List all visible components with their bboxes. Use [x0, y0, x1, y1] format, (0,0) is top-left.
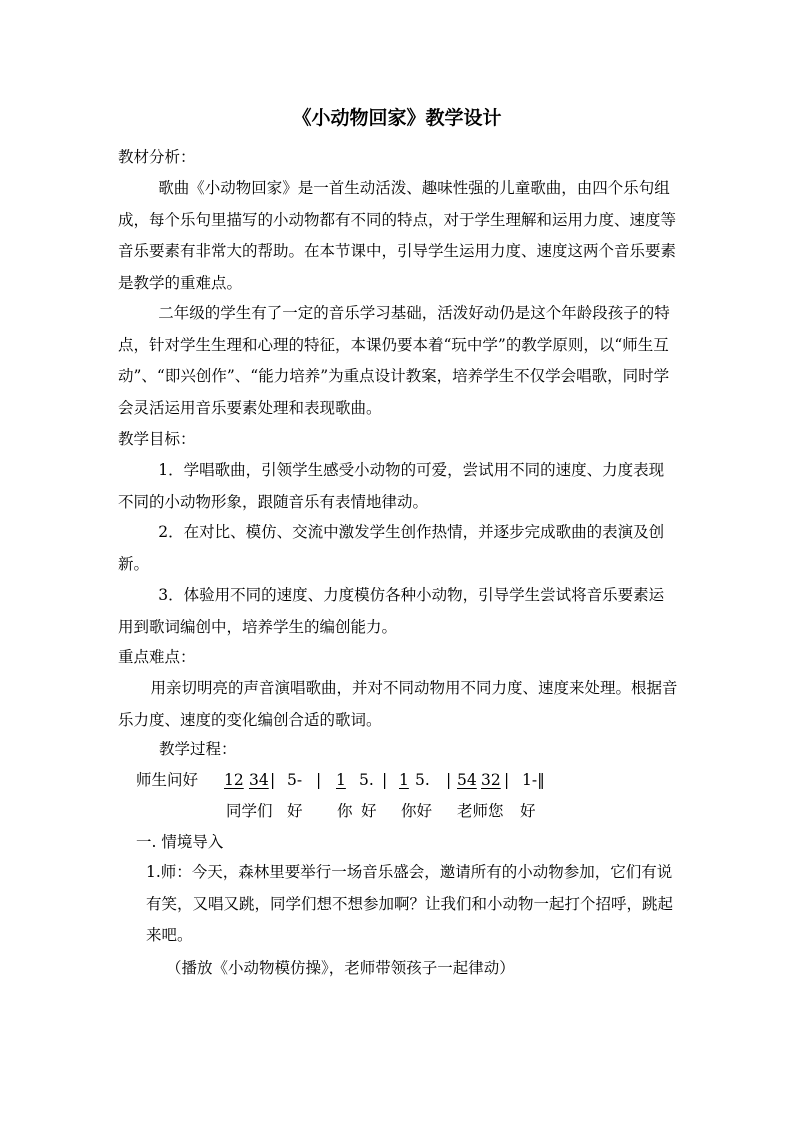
section-heading-material: 教材分析： — [118, 148, 196, 166]
document-title: 《小动物回家》教学设计 — [292, 107, 502, 129]
notation-note: 1-‖ — [522, 771, 545, 789]
lyric-word: 同学们 — [226, 802, 273, 820]
material-paragraph-1: 歌曲《小动物回家》是一首生动活泼、趣味性强的儿童歌曲，由四个乐句组成，每个乐句里描写的小动物都有不同的特点，对于学生理解和运用力度、速度等音乐要素有非常大的帮助。在本节课中，引导学生运用力度、速度这两个音乐要素是教学的重难点。 — [118, 179, 677, 292]
step-1-note: （播放《小动物模仿操》，老师带领孩子一起律动） — [166, 959, 515, 977]
step-1-text: 1.师：今天，森林里要举行一场音乐盛会，邀请所有的小动物参加，它们有说有笑，又唱又跳，同学们想不想参加啊？让我们和小动物一起打个招呼，跳起来吧。 — [146, 863, 674, 944]
lyric-word: 好 — [520, 802, 536, 820]
notation-barline: | — [316, 771, 322, 789]
lyric-word: 你 — [337, 802, 353, 820]
notation-barline: | — [504, 771, 510, 789]
section-heading-process: 教学过程： — [159, 740, 237, 758]
lyric-word: 好 — [361, 802, 377, 820]
section-heading-goals: 教学目标： — [118, 430, 196, 448]
notation-note: 5- — [287, 771, 303, 789]
lyric-word: 好 — [287, 802, 303, 820]
notation-note: 1 — [336, 771, 346, 789]
notation-barline: | — [446, 771, 452, 789]
notation-note: 5. — [415, 771, 430, 789]
notation-barline: | — [270, 771, 276, 789]
step-heading-1: 一. 情境导入 — [136, 833, 224, 851]
lyric-word: 你好 — [401, 802, 433, 820]
notation-note: 34 — [249, 771, 269, 789]
notation-barline: | — [382, 771, 388, 789]
goal-item-1: 1．学唱歌曲，引领学生感受小动物的可爱，尝试用不同的速度、力度表现不同的小动物形象，跟随音乐有表情地律动。 — [118, 461, 665, 511]
notation-note: 5. — [359, 771, 374, 789]
section-heading-key-points: 重点难点： — [118, 648, 196, 666]
lyric-word: 老师您 — [457, 802, 504, 820]
key-points-paragraph: 用亲切明亮的声音演唱歌曲，并对不同动物用不同力度、速度来处理。根据音乐力度、速度的变化编创合适的歌词。 — [118, 679, 678, 729]
notation-note: 1 — [399, 771, 409, 789]
goal-item-3: 3．体验用不同的速度、力度模仿各种小动物，引导学生尝试将音乐要素运用到歌词编创中，培养学生的编创能力。 — [118, 586, 665, 636]
notation-note: 54 — [457, 771, 477, 789]
notation-note: 32 — [481, 771, 501, 789]
notation-note: 12 — [224, 771, 244, 789]
greeting-label: 师生问好 — [136, 771, 199, 789]
material-paragraph-2: 二年级的学生有了一定的音乐学习基础，活泼好动仍是这个年龄段孩子的特点，针对学生生理和心理的特征，本课仍要本着“玩中学”的教学原则，以“师生互动”、“即兴创作”、“能力培养”为重点设计教案，培养学生不仅学会唱歌，同时学会灵活运用音乐要素处理和表现歌曲。 — [118, 304, 670, 417]
goal-item-2: 2．在对比、模仿、交流中激发学生创作热情，并逐步完成歌曲的表演及创新。 — [118, 523, 665, 573]
